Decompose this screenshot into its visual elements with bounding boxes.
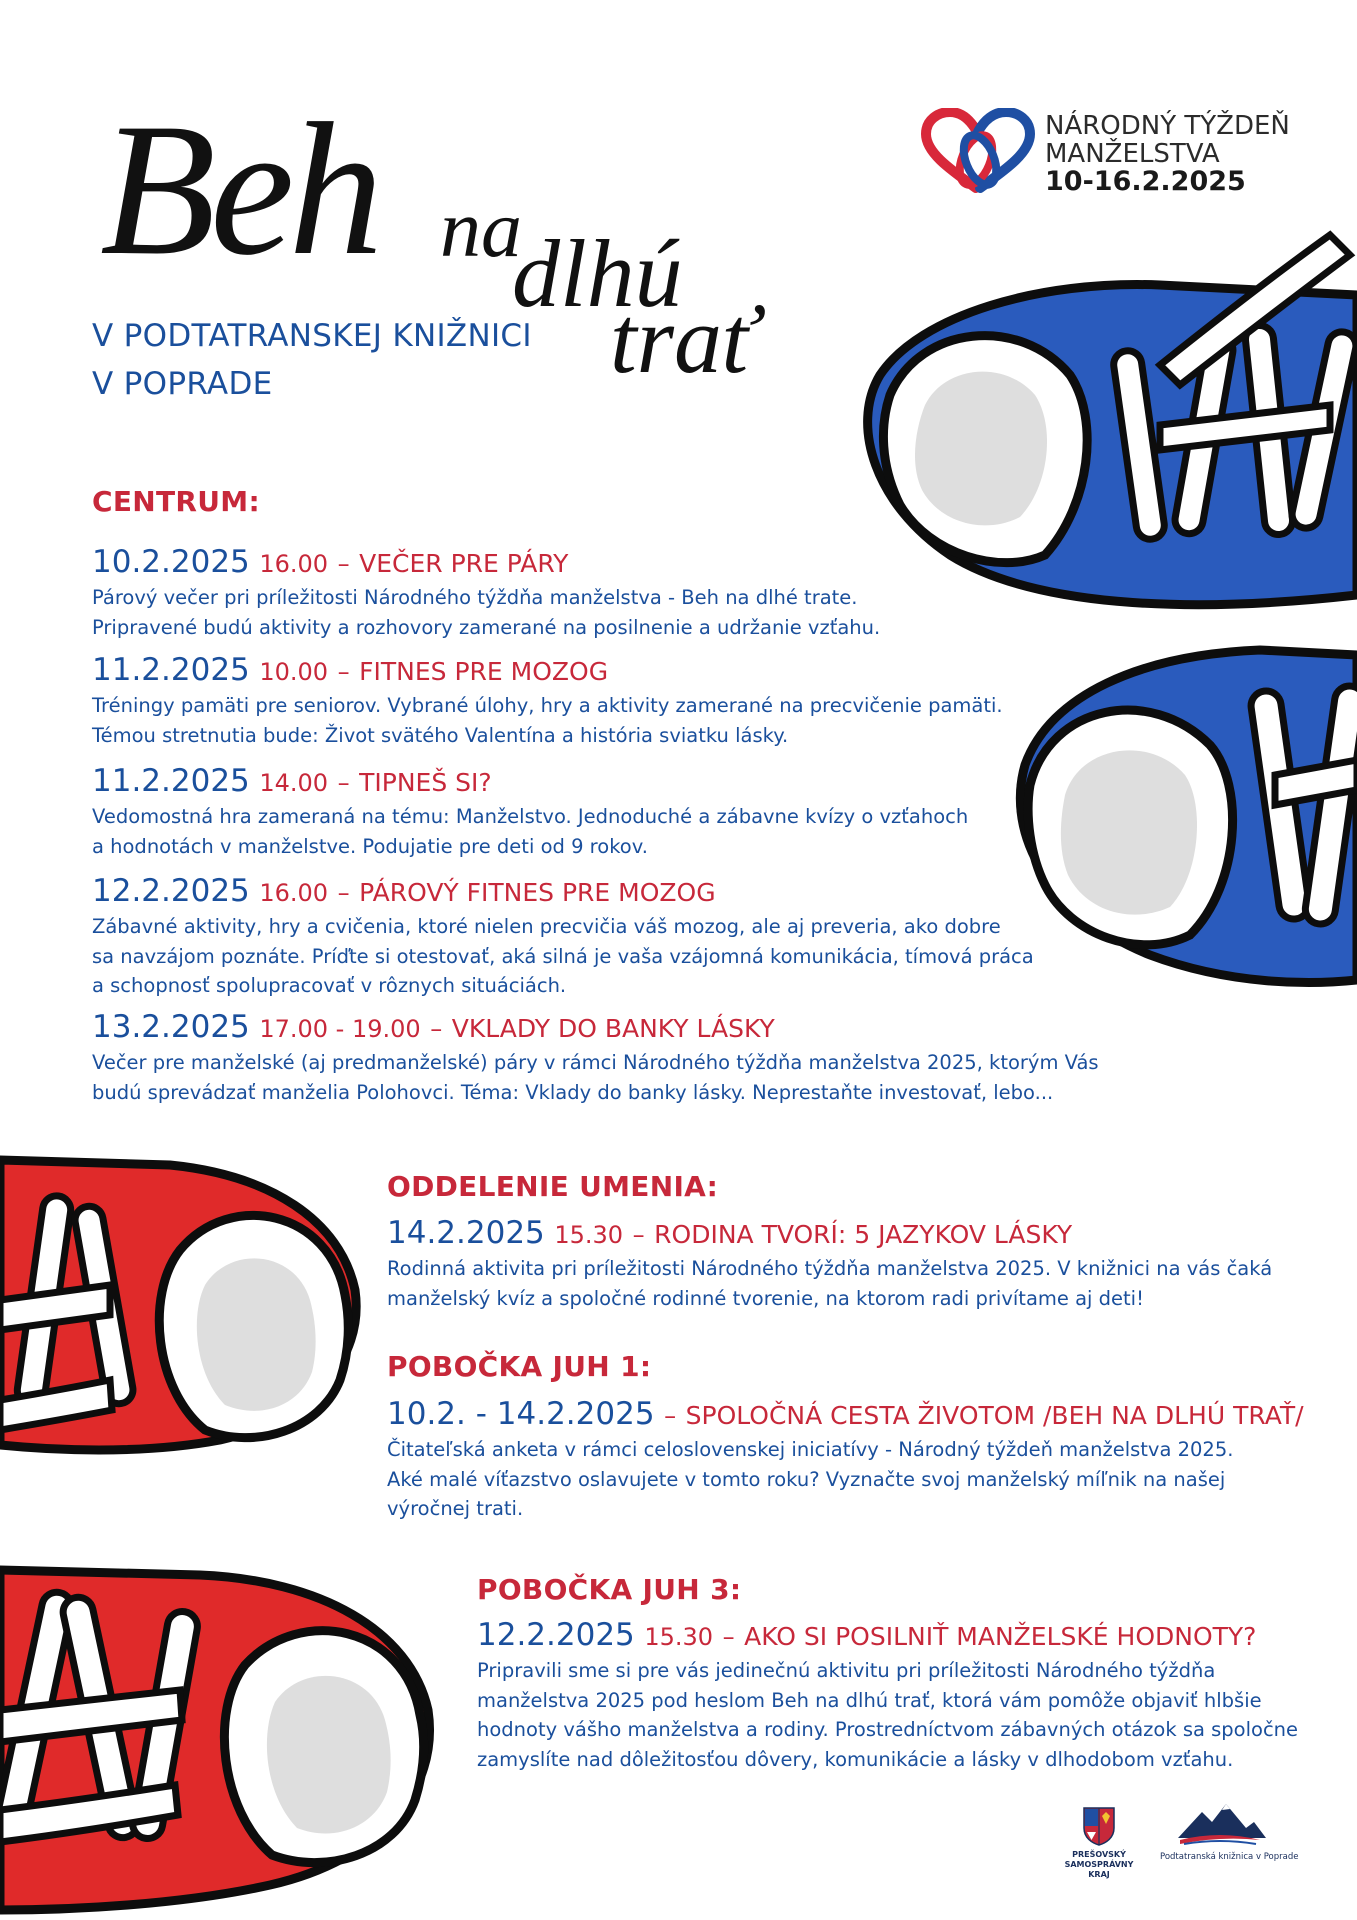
event-dash: – — [430, 1015, 443, 1043]
event-description-line: manželský kvíz a spoločné rodinné tvorenie, na ktorom radi privítame aj deti! — [387, 1286, 1144, 1310]
event-description-line: a schopnosť spolupracovať v rôznych situáciách. — [92, 974, 567, 997]
event-header — [92, 1008, 1099, 1048]
psk-line-1: PREŠOVSKÝ — [1072, 1850, 1126, 1859]
section-heading-oddelenie-umenia: ODDELENIE UMENIA: — [387, 1170, 719, 1203]
event-title: FITNES PRE MOZOG — [359, 657, 609, 686]
event-dash: – — [722, 1623, 735, 1651]
event-description-line: Aké malé víťazstvo oslavujete v tomto roku? Vyznačte svoj manželský míľnik na našej — [387, 1467, 1226, 1491]
event-time: 15.30 — [644, 1623, 714, 1651]
event-title: VEČER PRE PÁRY — [359, 549, 569, 578]
event-description — [92, 802, 968, 861]
section-heading-pobocka-juh-1: POBOČKA JUH 1: — [387, 1350, 652, 1383]
event-dash: – — [664, 1402, 677, 1430]
event-dash: – — [337, 550, 350, 578]
event-header — [477, 1616, 1298, 1656]
event-title: AKO SI POSILNIŤ MANŽELSKÉ HODNOTY? — [744, 1622, 1257, 1651]
event-header — [92, 651, 1003, 691]
event-date: 13.2.2025 — [92, 1009, 250, 1045]
event-date: 14.2.2025 — [387, 1215, 545, 1251]
event-date: 11.2.2025 — [92, 763, 250, 799]
event-dash: – — [337, 658, 350, 686]
event-time: 17.00 - 19.00 — [259, 1015, 421, 1043]
event-description-line: Párový večer pri príležitosti Národného týždňa manželstva - Beh na dlhé trate. — [92, 586, 858, 609]
event-description-line: budú sprevádzať manželia Polohovci. Téma: Vklady do banky lásky. Neprestaňte investovať, lebo... — [92, 1080, 1054, 1104]
event-centrum-5 — [92, 1008, 1099, 1107]
library-label: Podtatranská knižnica v Poprade — [1160, 1852, 1299, 1862]
logo-dates: 10-16.2.2025 — [1045, 166, 1246, 197]
blue-sneaker-bottom-illustration — [1010, 645, 1357, 990]
event-description-line: zamyslíte nad dôležitosťou dôvery, komunikácie a lásky v dlhodobom vzťahu. — [477, 1747, 1234, 1771]
event-description — [92, 1048, 1099, 1107]
event-title: SPOLOČNÁ CESTA ŽIVOTOM /BEH NA DLHÚ TRAŤ/ — [685, 1401, 1304, 1430]
event-header — [387, 1395, 1304, 1435]
subtitle — [92, 312, 532, 408]
event-description-line: Rodinná aktivita pri príležitosti Národného týždňa manželstva 2025. V knižnici na vás čaká — [387, 1257, 1273, 1280]
subtitle-line-2: V POPRADE — [92, 366, 273, 402]
event-umenia-1 — [387, 1214, 1272, 1313]
event-date: 10.2. - 14.2.2025 — [387, 1396, 655, 1432]
event-date: 12.2.2025 — [92, 873, 250, 909]
event-description — [387, 1254, 1272, 1313]
psk-label — [1058, 1850, 1140, 1880]
red-sneaker-top-illustration — [0, 1150, 365, 1460]
title-beh: Beh — [100, 85, 378, 295]
event-header — [387, 1214, 1272, 1254]
event-description-line: Zábavné aktivity, hry a cvičenia, ktoré nielen precvičia váš mozog, ale aj preveria, ako dobre — [92, 915, 1001, 938]
blue-sneaker-top-illustration — [860, 255, 1357, 655]
event-description-line: Tréningy pamäti pre seniorov. Vybrané úlohy, hry a aktivity zamerané na precvičenie pamäti. — [92, 694, 1003, 717]
event-description-line: manželstva 2025 pod heslom Beh na dlhú trať, ktorá vám pomôže objaviť hlbšie — [477, 1688, 1262, 1712]
event-header — [92, 872, 1034, 912]
event-description-line: Čitateľská anketa v rámci celoslovenskej iniciatívy - Národný týždeň manželstva 2025. — [387, 1438, 1234, 1461]
section-heading-pobocka-juh-3: POBOČKA JUH 3: — [477, 1573, 742, 1606]
title-na: na — [440, 183, 522, 274]
event-date: 11.2.2025 — [92, 652, 250, 688]
title-trat: trať — [610, 286, 757, 393]
event-time: 16.00 — [259, 879, 329, 907]
library-mountain-book-icon — [1170, 1800, 1270, 1848]
event-description-line: a hodnotách v manželstve. Podujatie pre deti od 9 rokov. — [92, 834, 648, 858]
event-description-line: Vedomostná hra zameraná na tému: Manželstvo. Jednoduché a zábavne kvízy o vzťahoch — [92, 805, 969, 828]
event-title: TIPNEŠ SI? — [359, 768, 492, 797]
logo-text — [1045, 112, 1290, 196]
event-time: 15.30 — [554, 1221, 624, 1249]
event-description — [92, 691, 1003, 750]
psk-coat-of-arms-icon — [1082, 1806, 1116, 1846]
section-heading-centrum: CENTRUM: — [92, 485, 260, 518]
event-description — [387, 1435, 1304, 1524]
psk-line-3: KRAJ — [1088, 1870, 1110, 1879]
subtitle-line-1: V PODTATRANSKEJ KNIŽNICI — [92, 318, 532, 354]
event-time: 14.00 — [259, 769, 329, 797]
event-description — [477, 1656, 1298, 1774]
event-description-line: hodnoty vášho manželstva a rodiny. Prostredníctvom zábavných otázok sa spoločne — [477, 1718, 1299, 1741]
red-sneaker-bottom-illustration — [0, 1550, 440, 1920]
event-title: VKLADY DO BANKY LÁSKY — [451, 1014, 775, 1043]
event-dash: – — [337, 879, 350, 907]
event-time: 16.00 — [259, 550, 329, 578]
event-time: 10.00 — [259, 658, 329, 686]
event-description-line: Pripravené budú aktivity a rozhovory zamerané na posilnenie a udržanie vzťahu. — [92, 615, 881, 639]
event-juh3-1 — [477, 1616, 1298, 1774]
event-title: PÁROVÝ FITNES PRE MOZOG — [359, 878, 716, 907]
event-description-line: sa navzájom poznáte. Príďte si otestovať, aká silná je vaša vzájomná komunikácia, tímová práca — [92, 944, 1034, 968]
event-centrum-2 — [92, 651, 1003, 750]
event-dash: – — [337, 769, 350, 797]
event-title: RODINA TVORÍ: 5 JAZYKOV LÁSKY — [654, 1220, 1073, 1249]
event-description — [92, 583, 880, 642]
event-header — [92, 543, 880, 583]
event-description-line: výročnej trati. — [387, 1497, 524, 1520]
event-dash: – — [632, 1221, 645, 1249]
event-centrum-4 — [92, 872, 1034, 1001]
title-dlhu: dlhú — [512, 220, 683, 327]
event-header — [92, 762, 968, 802]
event-description-line: Večer pre manželské (aj predmanželské) páry v rámci Národného týždňa manželstva 2025, ktorým Vás — [92, 1051, 1099, 1074]
event-centrum-3 — [92, 762, 968, 861]
event-juh1-1 — [387, 1395, 1304, 1524]
event-description-line: Témou stretnutia bude: Život svätého Valentína a história sviatku lásky. — [92, 723, 789, 747]
event-date: 10.2.2025 — [92, 544, 250, 580]
event-date: 12.2.2025 — [477, 1617, 635, 1653]
logo-line-1: NÁRODNÝ TÝŽDEŇ — [1045, 111, 1290, 141]
event-centrum-1 — [92, 543, 880, 642]
psk-line-2: SAMOSPRÁVNY — [1064, 1860, 1134, 1869]
event-description — [92, 912, 1034, 1001]
event-description-line: Pripravili sme si pre vás jedinečnú aktivitu pri príležitosti Národného týždňa — [477, 1659, 1216, 1682]
heart-rings-icon — [918, 108, 1038, 196]
logo-line-2: MANŽELSTVA — [1045, 139, 1220, 169]
